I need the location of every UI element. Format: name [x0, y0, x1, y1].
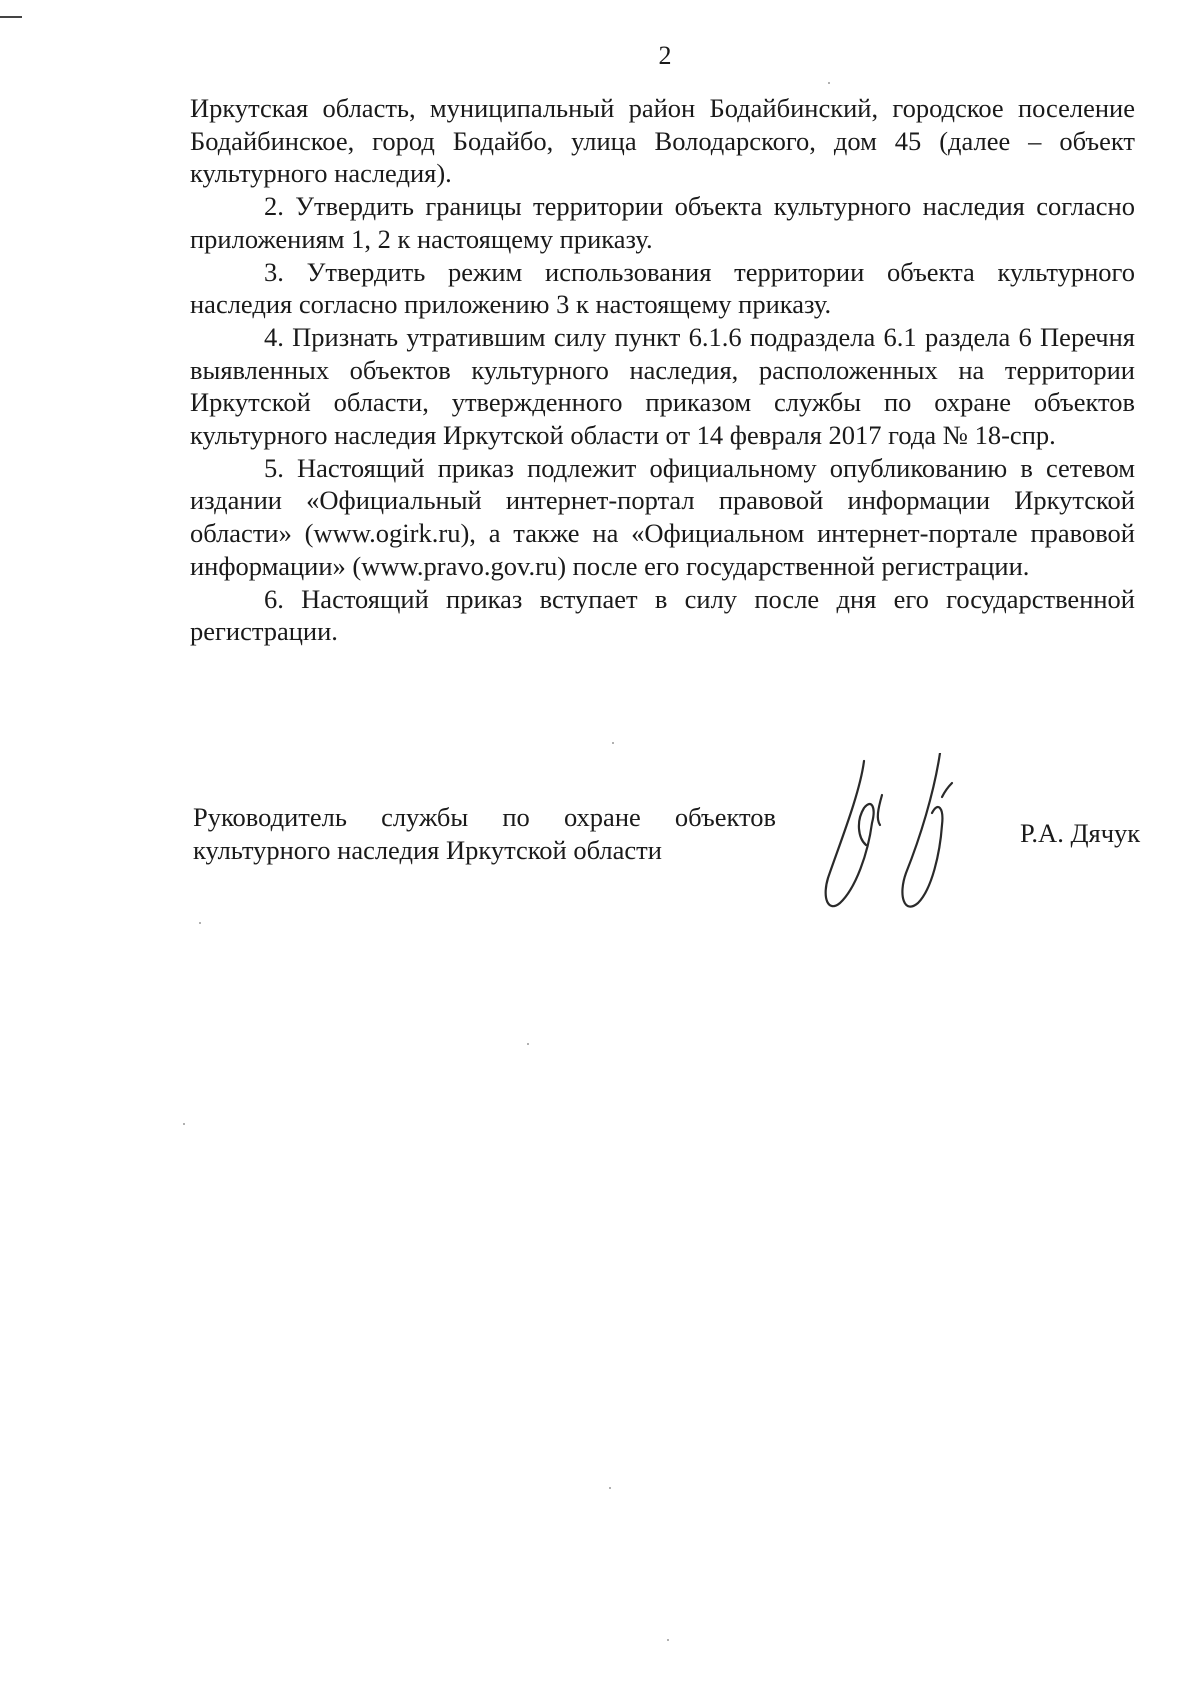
paragraph-item-4: 4. Признать утратившим силу пункт 6.1.6 подраздела 6.1 раздела 6 Перечня выявленных объектов культурного наследия, расположенных на территории Иркутской области, утвержденного приказом службы по охране объектов культурного наследия Иркутской области от 14 февраля 2017 года № 18-спр.: [190, 321, 1135, 451]
scan-speck: [667, 1639, 669, 1641]
paragraph-address: Иркутская область, муниципальный район Бодайбинский, городское поселение Бодайбинское, город Бодайбо, улица Володарского, дом 45 (далее – объект культурного наследия).: [190, 93, 1135, 189]
signature-block: [193, 801, 1193, 921]
signer-title: [193, 801, 776, 866]
paragraph-item-3: 3. Утвердить режим использования территории объекта культурного наследия согласно приложению 3 к настоящему приказу.: [190, 256, 1135, 320]
document-body: [190, 92, 1135, 648]
scan-corner-mark: [0, 16, 22, 18]
scan-speck: [609, 1487, 611, 1489]
page-number: 2: [658, 41, 672, 70]
signer-title-line-2: культурного наследия Иркутской области: [193, 834, 662, 865]
signer-title-line-1: Руководитель службы по охране объектов: [193, 802, 776, 832]
scan-speck: [199, 922, 201, 924]
paragraph-item-5: 5. Настоящий приказ подлежит официальному опубликованию в сетевом издании «Официальный интернет-портал правовой информации Иркутской области» (www.ogirk.ru), а также на «Официальном интернет-портале правовой информации» (www.pravo.gov.ru) после его государственной регистрации.: [190, 452, 1135, 581]
paragraph-item-6: 6. Настоящий приказ вступает в силу после дня его государственной регистрации.: [190, 583, 1135, 647]
scan-speck: [612, 742, 614, 744]
paragraph-item-2: 2. Утвердить границы территории объекта культурного наследия согласно приложениям 1, 2 к настоящему приказу.: [190, 191, 1135, 254]
handwritten-signature: [822, 753, 1002, 913]
scan-speck: [183, 1123, 185, 1125]
signer-name: Р.А. Дячук: [1020, 818, 1141, 848]
scan-speck: [527, 1043, 529, 1045]
scan-speck: [828, 82, 830, 84]
